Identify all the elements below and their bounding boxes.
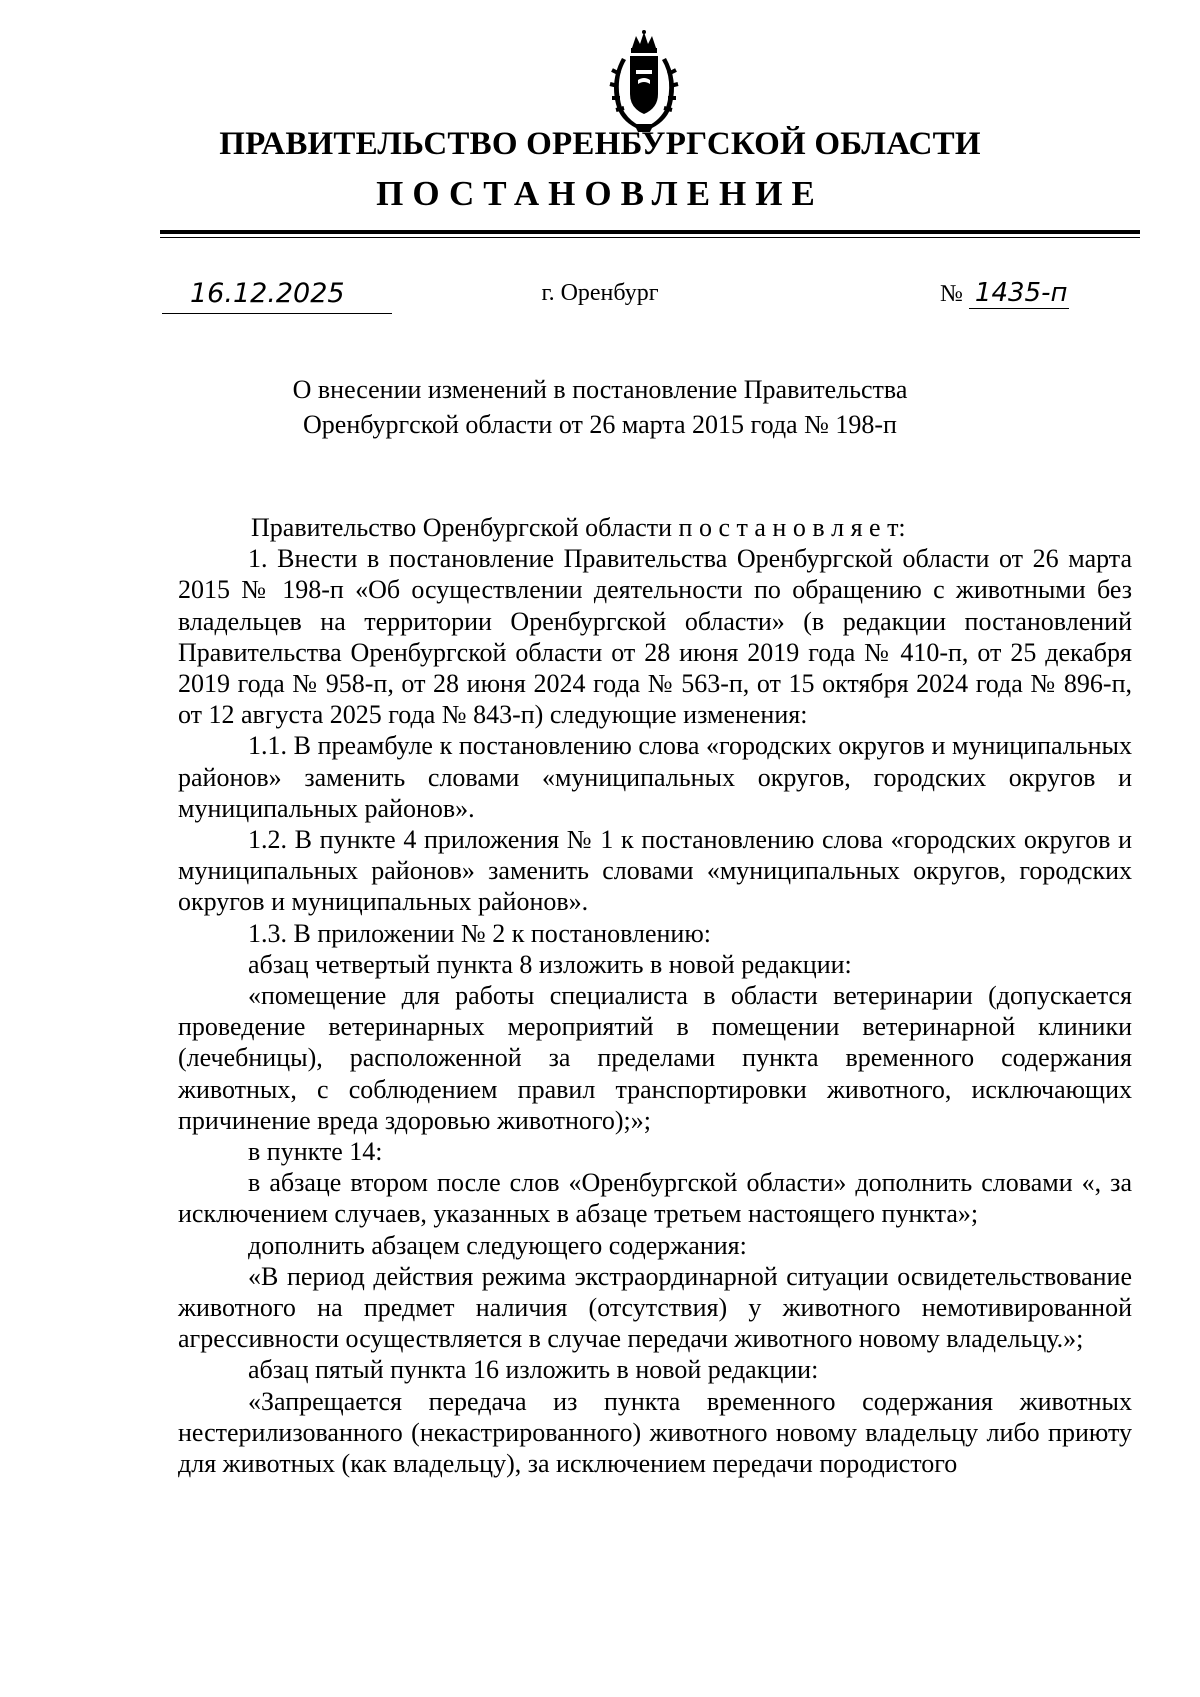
document-subject — [0, 372, 1200, 442]
body-paragraph: 1.2. В пункте 4 приложения № 1 к постановлению слова «городских округов и муниципальных районов» заменить словами «муниципальных округов, городских округов и муниципальных районов». — [178, 825, 1132, 917]
body-paragraph: «помещение для работы специалиста в области ветеринарии (допускается проведение ветеринарных мероприятий в помещении ветеринарной клиники (лечебницы), расположенной за пределами пункта временного содержания животных, с соблюдением правил транспортировки животного, исключающих причинение вреда здоровью животного);»; — [178, 981, 1132, 1135]
body-paragraph: дополнить абзацем следующего содержания: — [248, 1230, 747, 1260]
body-paragraph: «Запрещается передача из пункта временного содержания животных нестерилизованного (некастрированного) животного новому владельцу либо приюту для животных (как владельцу), за исключением передачи породистого — [178, 1386, 1132, 1479]
body-paragraph: в абзаце втором после слов «Оренбургской области» дополнить словами «, за исключением случаев, указанных в абзаце третьем настоящего пункта»; — [178, 1168, 1132, 1229]
document-date: 16.12.2025 — [162, 278, 392, 314]
government-name: ПРАВИТЕЛЬСТВО ОРЕНБУРГСКОЙ ОБЛАСТИ — [219, 126, 981, 162]
document-number: 1435-п — [969, 278, 1069, 309]
document-body — [178, 512, 1132, 1479]
number-label: № — [940, 281, 963, 307]
body-paragraph: 1.1. В преамбуле к постановлению слова «городских округов и муниципальных районов» заменить словами «муниципальных округов, городских округов и муниципальных районов». — [178, 731, 1132, 823]
header-rule-thin — [160, 237, 1140, 238]
subject-line: Оренбургской области от 26 марта 2015 года № 198-п — [303, 410, 897, 439]
document-city: г. Оренбург — [541, 280, 659, 306]
body-paragraph: 1.3. В приложении № 2 к постановлению: — [248, 918, 711, 948]
body-paragraph: 1. Внести в постановление Правительства Оренбургской области от 26 марта 2015 № 198-п «Об осуществлении деятельности по обращению с животными без владельцев на территории Оренбургской области» (в редакции постановлений Правительства Оренбургской области от 28 июня 2019 года № 410-п, от 25 декабря 2019 года № 958-п, от 28 июня 2024 года № 563-п, от 15 октября 2024 года № 896-п, от 12 августа 2025 года № 843-п) следующие изменения: — [178, 544, 1132, 730]
body-paragraph: абзац пятый пункта 16 изложить в новой редакции: — [248, 1355, 819, 1385]
body-paragraph: в пункте 14: — [248, 1137, 383, 1167]
coat-of-arms-icon — [606, 30, 682, 134]
body-paragraph: абзац четвертый пункта 8 изложить в новой редакции: — [248, 949, 852, 979]
subject-line: О внесении изменений в постановление Правительства — [292, 375, 908, 404]
document-number-block — [940, 278, 1069, 309]
header-rule-thick — [160, 230, 1140, 234]
body-paragraph: «В период действия режима экстраординарной ситуации освидетельствование животного на предмет наличия (отсутствия) у животного немотивированной агрессивности осуществляется в случае передачи животного новому владельцу.»; — [178, 1261, 1132, 1354]
document-type: ПОСТАНОВЛЕНИЕ — [376, 174, 824, 213]
body-paragraph: Правительство Оренбургской области п о с т а н о в л я е т: — [251, 513, 906, 542]
